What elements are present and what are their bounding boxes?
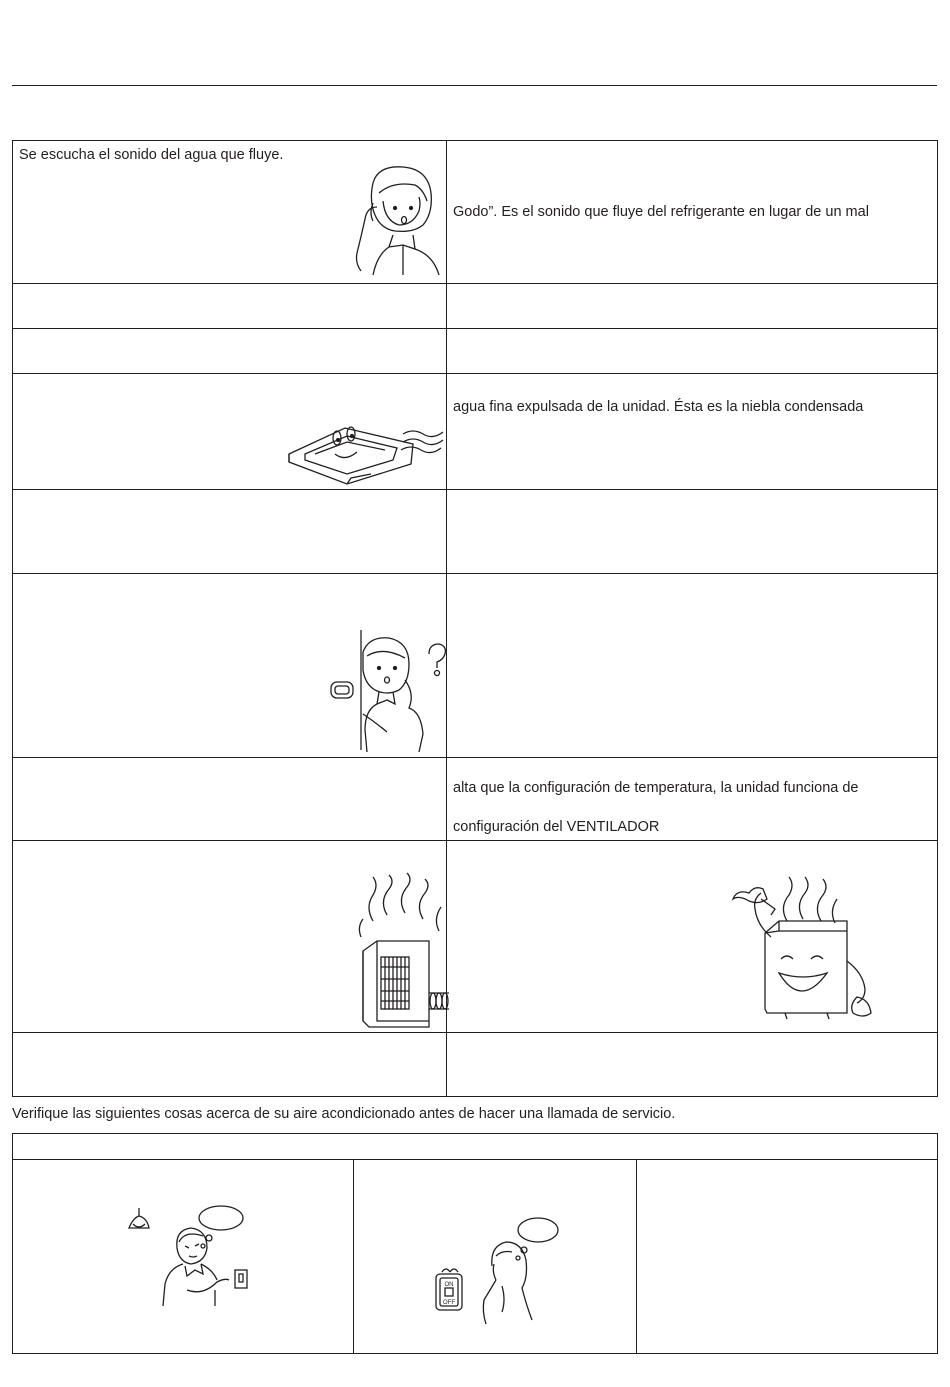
- symptom-text: Se escucha el sonido del agua que fluye.: [19, 147, 284, 163]
- table-row: [13, 284, 938, 329]
- explanation-cell: [447, 574, 938, 758]
- table-row: [13, 841, 938, 1033]
- breaker-on-label: ON: [444, 1282, 454, 1288]
- woman-breaker-icon: [432, 1216, 562, 1326]
- outdoor-unit-steam-icon: [353, 881, 449, 1029]
- explanation-text-continued: configuración del VENTILADOR: [453, 819, 660, 835]
- explanation-cell: [447, 758, 938, 841]
- checklist-row: [13, 1160, 938, 1354]
- woman-listening-icon: [343, 163, 443, 278]
- symptom-cell: [13, 374, 447, 490]
- symptom-cell: [13, 574, 447, 758]
- explanation-cell: [447, 1033, 938, 1097]
- breaker-off-label: OFF: [443, 1300, 455, 1306]
- troubleshooting-table: [12, 140, 938, 1097]
- happy-outdoor-unit-icon: [731, 881, 881, 1031]
- header-rule: [12, 85, 937, 86]
- explanation-cell: [447, 141, 938, 284]
- table-row: [13, 574, 938, 758]
- table-row: [13, 141, 938, 284]
- woman-question-icon: [325, 634, 445, 754]
- explanation-cell: [447, 490, 938, 574]
- checklist-header-row: [13, 1134, 938, 1160]
- symptom-cell: [13, 329, 447, 374]
- explanation-cell: [447, 329, 938, 374]
- man-pressing-switch-icon: [125, 1200, 255, 1312]
- cassette-unit-mist-icon: [285, 414, 445, 486]
- checklist-header-cell: [13, 1134, 938, 1160]
- explanation-text: agua fina expulsada de la unidad. Ésta es la niebla condensada: [453, 399, 864, 415]
- check-cell-breaker: [354, 1160, 637, 1354]
- explanation-text: alta que la configuración de temperatura, la unidad funciona de: [453, 780, 859, 796]
- table-row: [13, 1033, 938, 1097]
- check-cell-other: [637, 1160, 938, 1354]
- symptom-cell: [13, 1033, 447, 1097]
- explanation-cell: [447, 374, 938, 490]
- explanation-cell: [447, 284, 938, 329]
- table-row: [13, 490, 938, 574]
- table-row: [13, 758, 938, 841]
- explanation-cell: [447, 841, 938, 1033]
- check-cell-power: [13, 1160, 354, 1354]
- symptom-cell: [13, 141, 447, 284]
- symptom-cell: [13, 841, 447, 1033]
- checklist-table: [12, 1133, 938, 1354]
- symptom-cell: [13, 490, 447, 574]
- table-row: [13, 329, 938, 374]
- symptom-cell: [13, 284, 447, 329]
- table-row: [13, 374, 938, 490]
- service-call-note: Verifique las siguientes cosas acerca de su aire acondicionado antes de hacer una llamada de servicio.: [12, 1106, 676, 1122]
- symptom-cell: [13, 758, 447, 841]
- explanation-text: Godo”. Es el sonido que fluye del refrigerante en lugar de un mal: [453, 204, 869, 220]
